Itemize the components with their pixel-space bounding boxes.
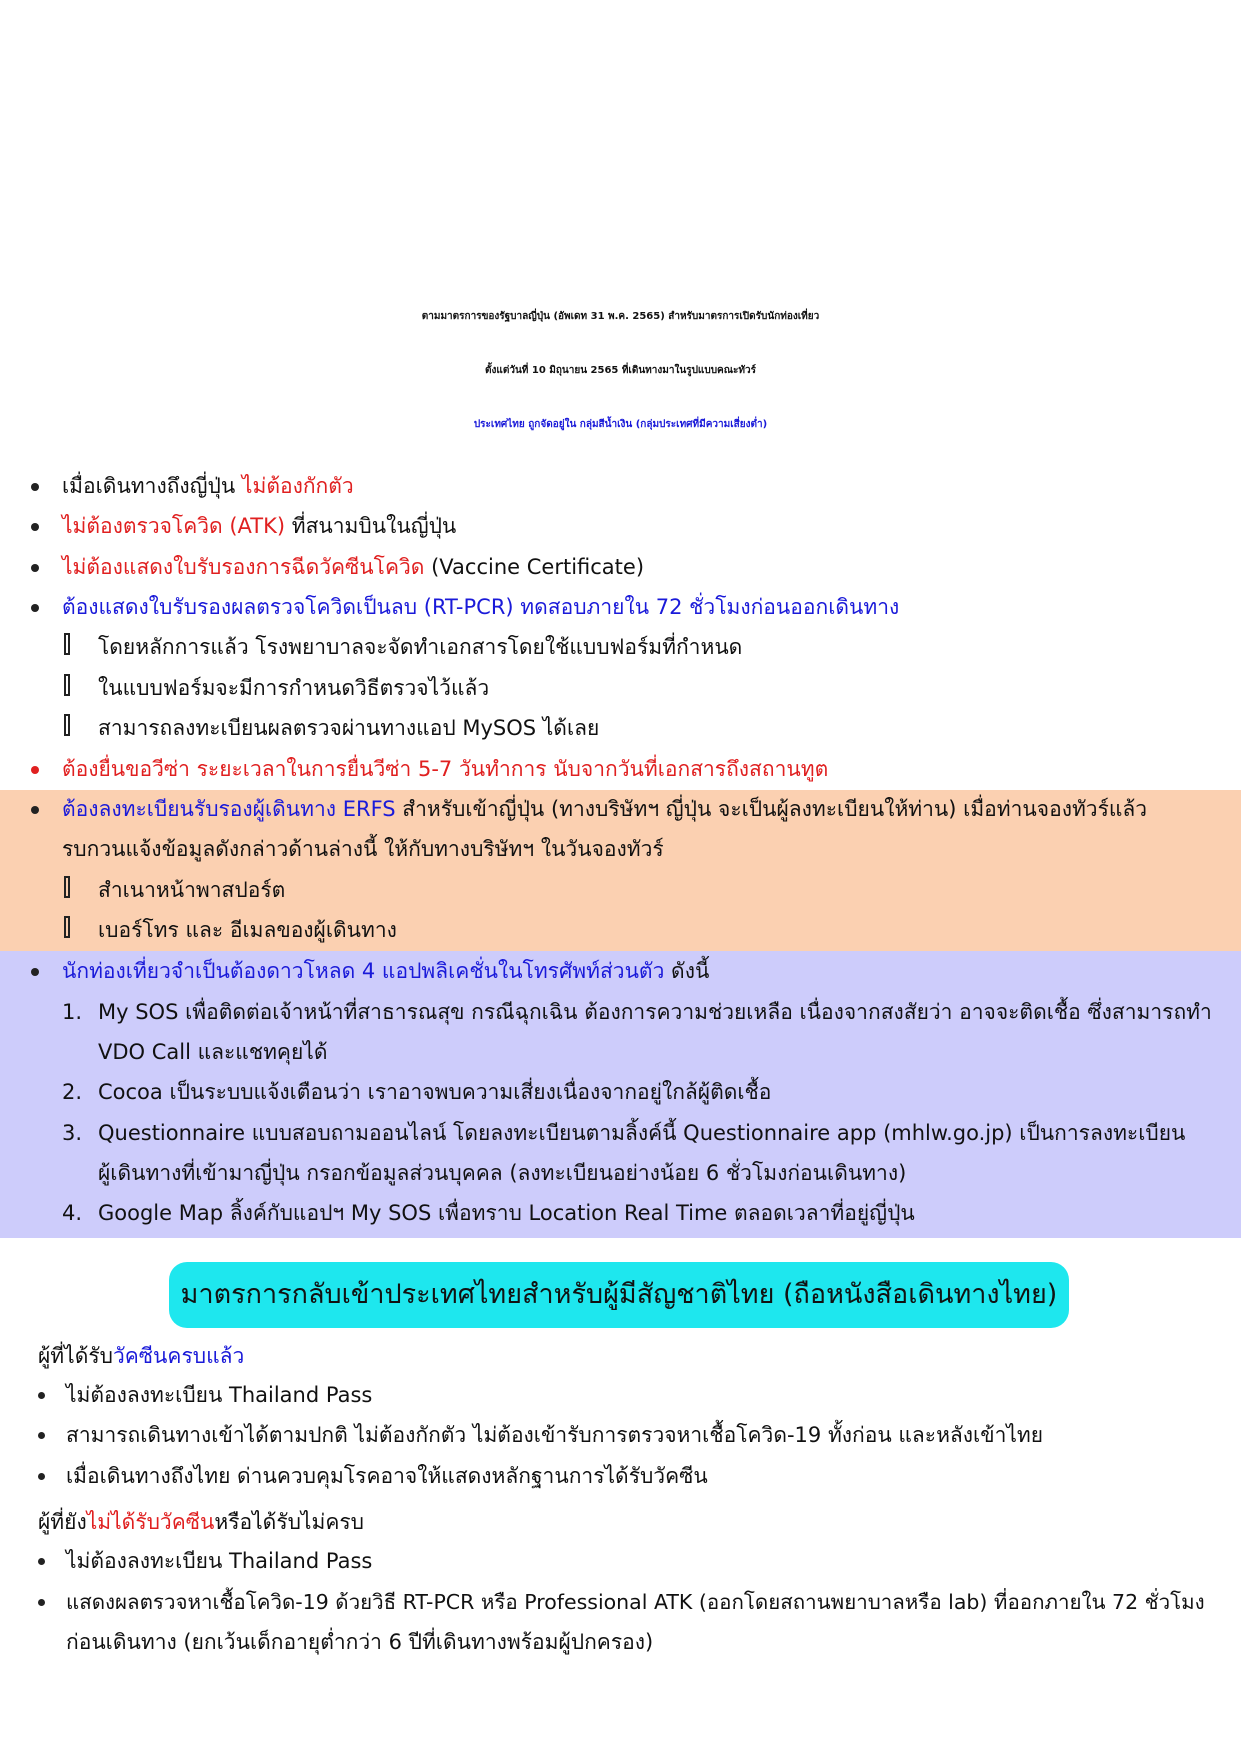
japan-bullet-6-cont: รบกวนแจ้งข้อมูลดังกล่าวด้านล่างนี้ ให้กับทางบริษัทฯ ในวันจองทัวร์ [62,837,664,861]
app-1-line-1: My SOS เพื่อติดต่อเจ้าหน้าที่สาธารณสุข กรณีฉุกเฉิน ต้องการความช่วยเหลือ เนื่องจากสงสัยว่า อาจจะติดเชื้อ ซึ่งสามารถทำ [98,1000,1212,1024]
unvax-item-1: ไม่ต้องลงทะเบียน Thailand Pass [66,1549,373,1573]
unvaccinated-label: ผู้ที่ยังไม่ได้รับวัคซีนหรือได้รับไม่ครบ [38,1510,364,1534]
vax-item-1: ไม่ต้องลงทะเบียน Thailand Pass [66,1383,373,1407]
japan-bullet-5: ต้องยื่นขอวีซ่า ระยะเวลาในการยื่นวีซ่า 5-7 วันทำการ นับจากวันที่เอกสารถึงสถานทูต [62,757,829,781]
vax-item-2: สามารถเดินทางเข้าได้ตามปกติ ไม่ต้องกักตัว ไม่ต้องเข้ารับการตรวจหาเชื้อโควิด-19 ทั้งก่อน และหลังเข้าไทย [66,1423,1044,1447]
app-3-line-1: Questionnaire แบบสอบถามออนไลน์ โดยลงทะเบียนตามลิ้งค์นี้ Questionnaire app (mhlw.go.jp) เป็นการลงทะเบียน [98,1121,1186,1145]
app-number: 4. [62,1201,83,1225]
unvax-item-2-line-2: ก่อนเดินทาง (ยกเว้นเด็กอายุต่ำกว่า 6 ปีที่เดินทางพร้อมผู้ปกครอง) [66,1630,654,1654]
japan-bullet-2: ไม่ต้องตรวจโควิด (ATK) ที่สนามบินในญี่ปุ่น [62,514,457,538]
app-number: 3. [62,1121,83,1145]
bullet-dot-red [31,766,39,774]
bullet-dot [38,1432,45,1439]
erfs-sub-1: สำเนาหน้าพาสปอร์ต [98,878,286,902]
title-line-2: ตั้งแต่วันที่ 10 มิถุนายน 2565 ที่เดินทางมาในรูปแบบคณะทัวร์ [485,365,756,376]
japan-bullet-6: ต้องลงทะเบียนรับรองผู้เดินทาง ERFS สำหรับเข้าญี่ปุ่น (ทางบริษัทฯ ญี่ปุ่น จะเป็นผู้ลงทะเบียนให้ท่าน) เมื่อท่านจองทัวร์แล้ว [62,797,1148,821]
vaccinated-label: ผู้ที่ได้รับวัคซีนครบแล้ว [38,1344,245,1368]
unvax-item-2-line-1: แสดงผลตรวจหาเชื้อโควิด-19 ด้วยวิธี RT-PCR หรือ Professional ATK (ออกโดยสถานพยาบาลหรือ lab) ที่ออกภายใน 72 ชั่วโมง [66,1590,1205,1614]
sub-bullet-box [64,714,70,736]
bullet-dot [38,1473,45,1480]
app-number: 2. [62,1080,83,1104]
thai-section-heading: มาตรการกลับเข้าประเทศไทยสำหรับผู้มีสัญชาติไทย (ถือหนังสือเดินทางไทย) [169,1262,1069,1328]
bullet-dot [31,968,39,976]
bullet-dot [31,564,39,572]
japan-sub-2: ในแบบฟอร์มจะมีการกำหนดวิธีตรวจไว้แล้ว [98,676,490,700]
japan-bullet-7: นักท่องเที่ยวจำเป็นต้องดาวโหลด 4 แอปพลิเคชั่นในโทรศัพท์ส่วนตัว ดังนี้ [62,959,710,983]
erfs-sub-2: เบอร์โทร และ อีเมลของผู้เดินทาง [98,918,397,942]
title-line-1: ตามมาตรการของรัฐบาลญี่ปุ่น (อัพเดท 31 พ.ค. 2565) สำหรับมาตรการเปิดรับนักท่องเที่ยว [421,311,820,322]
japan-sub-3: สามารถลงทะเบียนผลตรวจผ่านทางแอป MySOS ได้เลย [98,716,600,740]
app-3-line-2: ผู้เดินทางที่เข้ามาญี่ปุ่น กรอกข้อมูลส่วนบุคคล (ลงทะเบียนอย่างน้อย 6 ชั่วโมงก่อนเดินทาง) [98,1161,907,1185]
bullet-dot [38,1558,45,1565]
bullet-dot [38,1392,45,1399]
sub-bullet-box [64,674,70,696]
japan-sub-1: โดยหลักการแล้ว โรงพยาบาลจะจัดทำเอกสารโดยใช้แบบฟอร์มที่กำหนด [98,635,743,659]
sub-bullet-box [64,876,70,898]
japan-bullet-3: ไม่ต้องแสดงใบรับรองการฉีดวัคซีนโควิด (Vaccine Certificate) [62,555,645,579]
japan-bullet-1: เมื่อเดินทางถึงญี่ปุ่น ไม่ต้องกักตัว [62,474,354,498]
japan-bullet-4: ต้องแสดงใบรับรองผลตรวจโควิดเป็นลบ (RT-PCR) ทดสอบภายใน 72 ชั่วโมงก่อนออกเดินทาง [62,595,900,619]
bullet-dot [31,523,39,531]
vax-item-3: เมื่อเดินทางถึงไทย ด่านควบคุมโรคอาจให้แสดงหลักฐานการได้รับวัคซีน [66,1464,708,1488]
bullet-dot [31,483,39,491]
app-1-line-2: VDO Call และแชทคุยได้ [98,1040,328,1064]
app-number: 1. [62,1000,83,1024]
bullet-dot [31,604,39,612]
bullet-dot [38,1599,45,1606]
bullet-dot [31,806,39,814]
app-2-line-1: Cocoa เป็นระบบแจ้งเตือนว่า เราอาจพบความเสี่ยงเนื่องจากอยู่ใกล้ผู้ติดเชื้อ [98,1080,772,1104]
sub-bullet-box [64,633,70,655]
sub-bullet-box [64,916,70,938]
title-line-3: ประเทศไทย ถูกจัดอยู่ใน กลุ่มสีน้ำเงิน (กลุ่มประเทศที่มีความเสี่ยงต่ำ) [473,419,768,430]
app-4-line-1: Google Map ลิ้งค์กับแอปฯ My SOS เพื่อทราบ Location Real Time ตลอดเวลาที่อยู่ญี่ปุ่น [98,1201,915,1225]
